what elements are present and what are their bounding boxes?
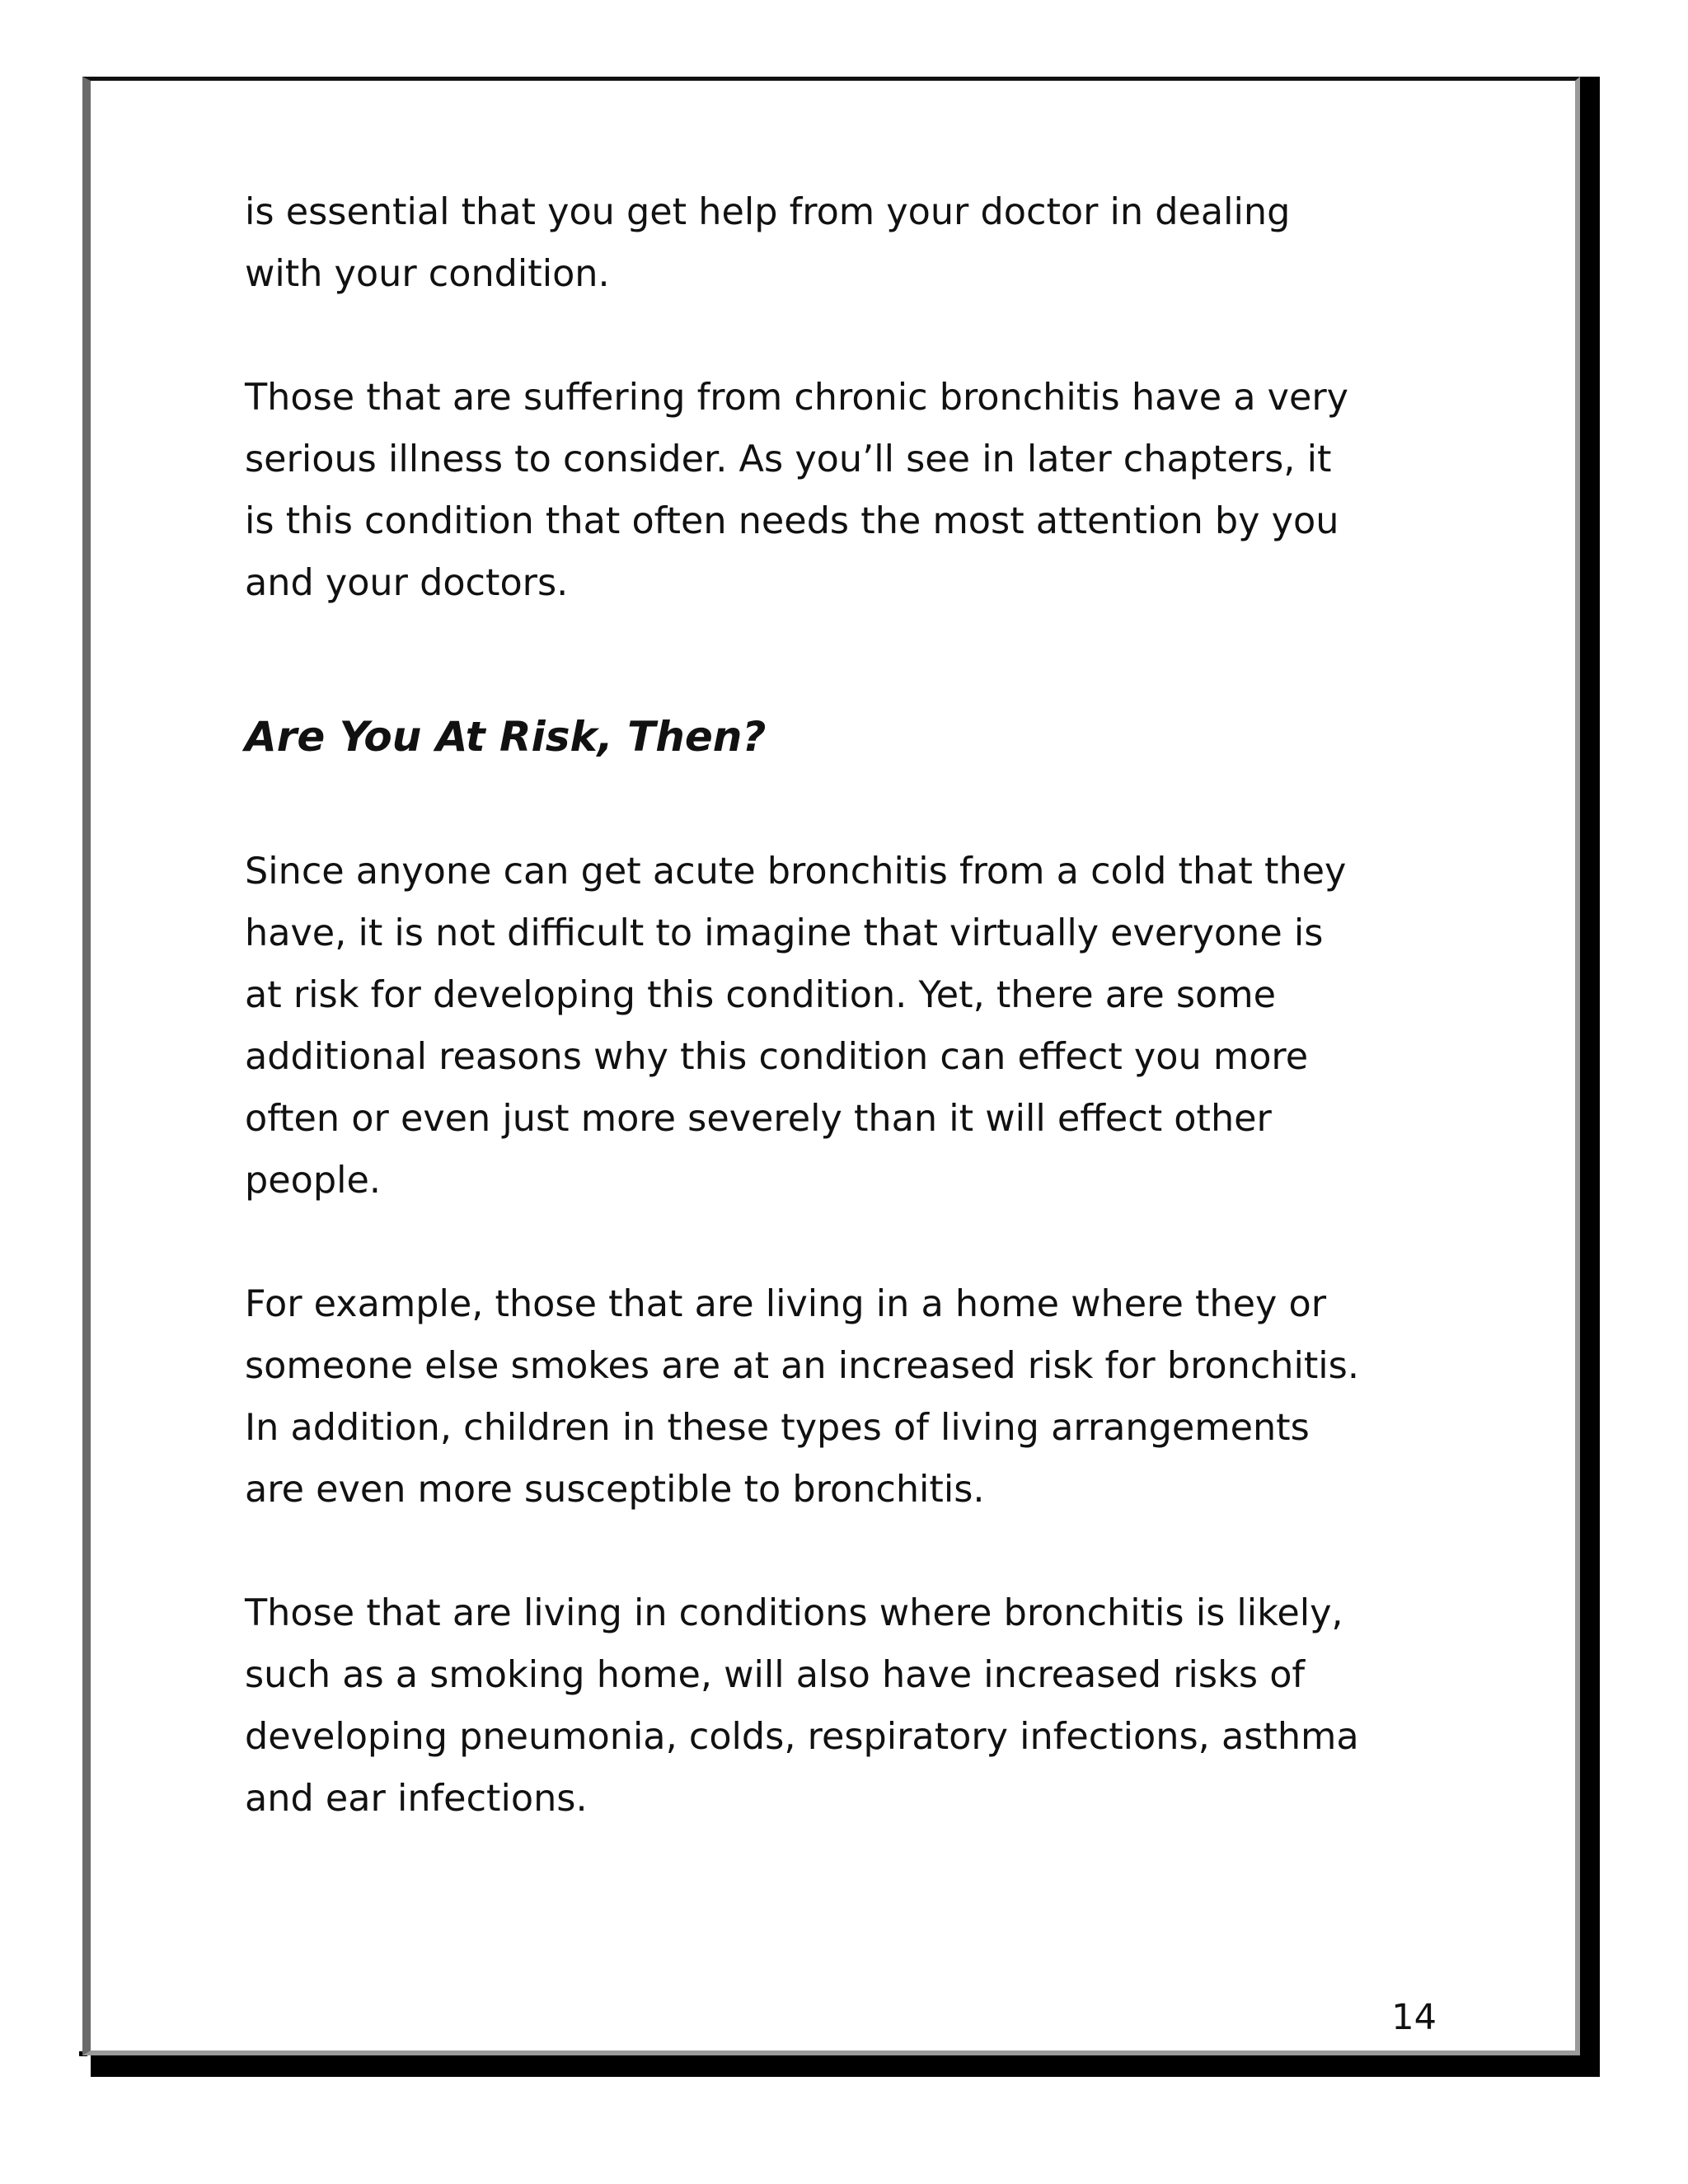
paragraph-condition-help: is essential that you get help from your doctor in dealing with your condition.	[245, 191, 1291, 295]
paragraph-acute-bronchitis-risk: Since anyone can get acute bronchitis from a cold that they have, it is not difficult to imagine that virtually everyone is at risk for developing this condition. Yet, there are some additional reasons why this condition can effect you more often or even just more severely than it will effect other people.	[245, 851, 1347, 1202]
paragraph-chronic-bronchitis: Those that are suffering from chronic bronchitis have a very serious illness to consider. As you’ll see in later chapters, it is this condition that often needs the most attention by you and your doctors.	[245, 377, 1348, 604]
page-shadow-bottom	[91, 2055, 1600, 2077]
page-shadow-right	[1580, 77, 1600, 2077]
section-heading: Are You At Risk, Then?	[245, 713, 767, 761]
paragraph-smoking-home: For example, those that are living in a home where they or someone else smokes are at an increased risk for bronchitis. In addition, children in these types of living arrangements are even more susceptible to bronchitis.	[245, 1283, 1359, 1511]
page-content	[245, 181, 1448, 1830]
page-number: 14	[1391, 1997, 1437, 2038]
paragraph-increased-risks: Those that are living in conditions where bronchitis is likely, such as a smoking home, will also have increased risks of developing pneumonia, colds, respiratory infections, asthma and ear infections.	[245, 1592, 1359, 1820]
